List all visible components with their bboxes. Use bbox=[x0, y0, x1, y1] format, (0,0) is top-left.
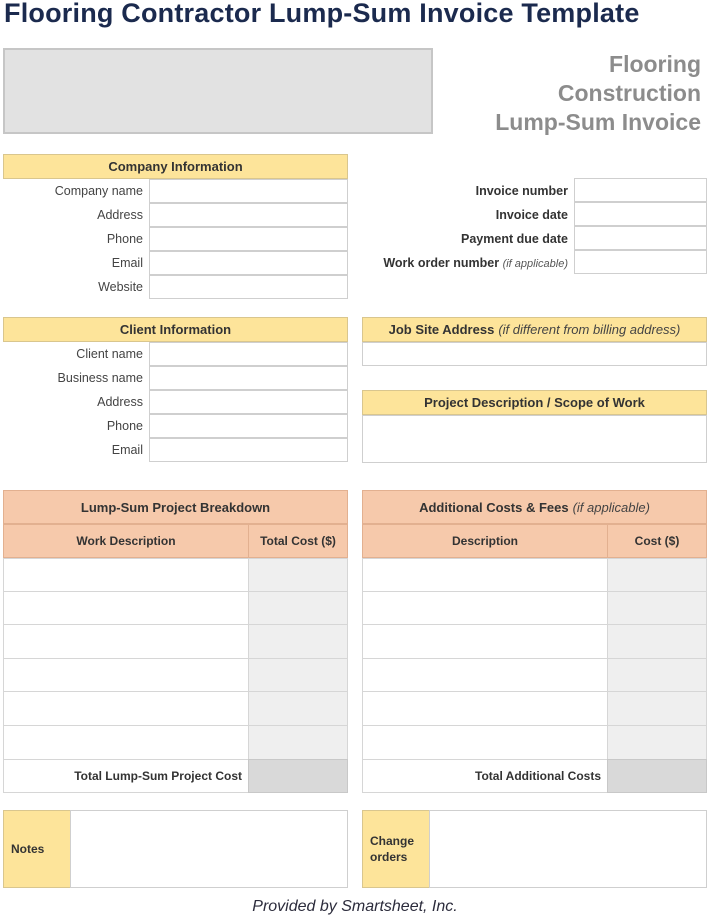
breakdown-cost-cell[interactable] bbox=[248, 658, 348, 692]
project-description-header-label: Project Description / Scope of Work bbox=[424, 395, 645, 410]
company-phone-field[interactable] bbox=[149, 227, 348, 251]
work-order-number-field[interactable] bbox=[574, 250, 707, 274]
additional-description-cell[interactable] bbox=[362, 691, 608, 726]
additional-costs-note: (if applicable) bbox=[572, 499, 650, 515]
breakdown-cost-cell[interactable] bbox=[248, 624, 348, 659]
additional-col-cost: Cost ($) bbox=[607, 524, 707, 558]
company-address-label: Address bbox=[97, 208, 143, 222]
job-site-header-label: Job Site Address bbox=[388, 322, 495, 337]
breakdown-cost-cell[interactable] bbox=[248, 591, 348, 625]
client-name-field[interactable] bbox=[149, 342, 348, 366]
job-site-address-field[interactable] bbox=[362, 342, 707, 366]
invoice-heading bbox=[495, 50, 701, 137]
project-description-header bbox=[362, 390, 707, 415]
work-order-number-text: Work order number bbox=[383, 256, 500, 270]
breakdown-total-value[interactable] bbox=[248, 759, 348, 793]
notes-label bbox=[3, 810, 71, 888]
change-orders-label bbox=[362, 810, 430, 888]
notes-label-text: Notes bbox=[11, 842, 45, 856]
additional-description-cell[interactable] bbox=[362, 624, 608, 659]
breakdown-description-cell[interactable] bbox=[3, 725, 249, 760]
client-name-label: Client name bbox=[76, 347, 143, 361]
job-site-note: (if different from billing address) bbox=[498, 322, 681, 337]
client-address-field[interactable] bbox=[149, 390, 348, 414]
breakdown-cost-cell[interactable] bbox=[248, 691, 348, 726]
additional-cost-cell[interactable] bbox=[607, 624, 707, 659]
additional-costs-header bbox=[362, 490, 707, 524]
change-orders-line-2: orders bbox=[370, 850, 408, 864]
company-address-field[interactable] bbox=[149, 203, 348, 227]
change-orders-line-1: Change bbox=[370, 834, 415, 848]
client-email-field[interactable] bbox=[149, 438, 348, 462]
company-info-header bbox=[3, 154, 348, 179]
client-phone-field[interactable] bbox=[149, 414, 348, 438]
additional-col-description: Description bbox=[362, 524, 608, 558]
company-name-label: Company name bbox=[54, 184, 143, 198]
breakdown-header bbox=[3, 490, 348, 524]
document-title: Flooring Contractor Lump-Sum Invoice Template bbox=[4, 0, 640, 28]
additional-total-label: Total Additional Costs bbox=[362, 759, 608, 793]
additional-description-cell[interactable] bbox=[362, 591, 608, 625]
footer-credit: Provided by Smartsheet, Inc. bbox=[252, 898, 458, 915]
breakdown-total-label: Total Lump-Sum Project Cost bbox=[3, 759, 249, 793]
payment-due-date-label: Payment due date bbox=[461, 232, 568, 246]
client-email-label: Email bbox=[111, 443, 143, 457]
additional-costs-header-label: Additional Costs & Fees bbox=[419, 499, 569, 515]
change-orders-field[interactable] bbox=[429, 810, 707, 888]
breakdown-description-cell[interactable] bbox=[3, 591, 249, 625]
additional-description-cell[interactable] bbox=[362, 658, 608, 692]
company-phone-label: Phone bbox=[106, 232, 143, 246]
additional-cost-cell[interactable] bbox=[607, 591, 707, 625]
logo-placeholder[interactable] bbox=[3, 48, 433, 134]
additional-cost-cell[interactable] bbox=[607, 725, 707, 760]
company-info-header-label: Company Information bbox=[108, 159, 243, 174]
client-phone-label: Phone bbox=[106, 419, 143, 433]
breakdown-description-cell[interactable] bbox=[3, 624, 249, 659]
payment-due-date-field[interactable] bbox=[574, 226, 707, 250]
work-order-note: (if applicable) bbox=[502, 258, 568, 270]
client-info-header-label: Client Information bbox=[119, 322, 232, 337]
job-site-header bbox=[362, 317, 707, 342]
client-info-header bbox=[3, 317, 348, 342]
work-order-number-label bbox=[360, 251, 568, 276]
project-description-field[interactable] bbox=[362, 415, 707, 463]
additional-total-value[interactable] bbox=[607, 759, 707, 793]
breakdown-description-cell[interactable] bbox=[3, 558, 249, 592]
breakdown-col-total-cost: Total Cost ($) bbox=[248, 524, 348, 558]
breakdown-cost-cell[interactable] bbox=[248, 725, 348, 760]
breakdown-description-cell[interactable] bbox=[3, 658, 249, 692]
breakdown-description-cell[interactable] bbox=[3, 691, 249, 726]
invoice-date-label: Invoice date bbox=[495, 208, 568, 222]
invoice-number-field[interactable] bbox=[574, 178, 707, 202]
breakdown-col-work-description: Work Description bbox=[3, 524, 249, 558]
heading-line-2: Construction bbox=[557, 80, 701, 106]
heading-line-3: Lump-Sum Invoice bbox=[495, 109, 701, 135]
company-website-label: Website bbox=[98, 280, 143, 294]
breakdown-header-label: Lump-Sum Project Breakdown bbox=[80, 499, 271, 515]
additional-description-cell[interactable] bbox=[362, 725, 608, 760]
additional-description-cell[interactable] bbox=[362, 558, 608, 592]
business-name-label: Business name bbox=[57, 371, 143, 385]
notes-field[interactable] bbox=[70, 810, 348, 888]
additional-cost-cell[interactable] bbox=[607, 658, 707, 692]
company-name-field[interactable] bbox=[149, 179, 348, 203]
business-name-field[interactable] bbox=[149, 366, 348, 390]
invoice-date-field[interactable] bbox=[574, 202, 707, 226]
additional-cost-cell[interactable] bbox=[607, 558, 707, 592]
breakdown-cost-cell[interactable] bbox=[248, 558, 348, 592]
additional-cost-cell[interactable] bbox=[607, 691, 707, 726]
company-email-label: Email bbox=[111, 256, 143, 270]
company-website-field[interactable] bbox=[149, 275, 348, 299]
company-email-field[interactable] bbox=[149, 251, 348, 275]
client-address-label: Address bbox=[97, 395, 143, 409]
invoice-number-label: Invoice number bbox=[475, 184, 568, 198]
heading-line-1: Flooring bbox=[609, 51, 701, 77]
